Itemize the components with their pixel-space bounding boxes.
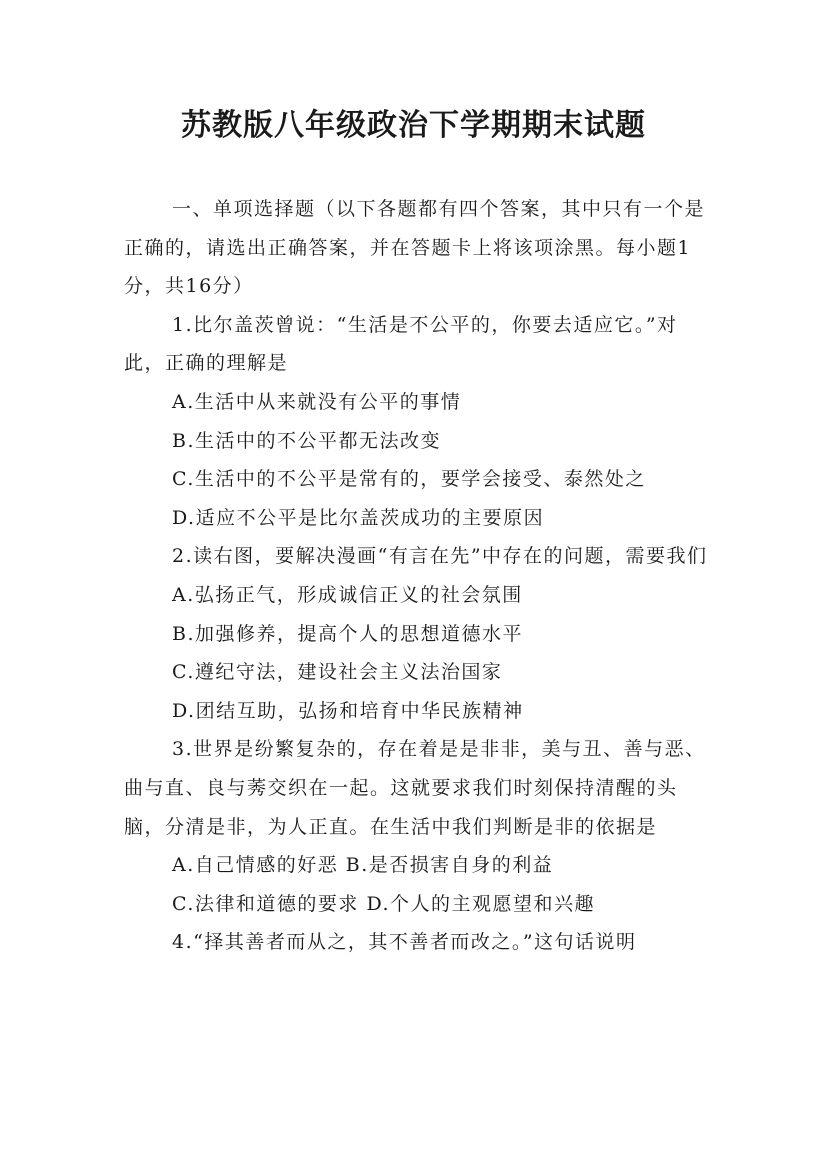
section-instructions: 一、单项选择题（以下各题都有四个答案，其中只有一个是正确的，请选出正确答案，并在答题卡上将该项涂黑。每小题1分，共16分） [124, 198, 706, 298]
question-stem: 2.读右图，要解决漫画“有言在先”中存在的问题，需要我们 [172, 545, 708, 568]
answer-option: A.生活中从来就没有公平的事情 [172, 390, 462, 413]
answer-option: A.弘扬正气，形成诚信正义的社会氛围 [172, 583, 523, 606]
question-stem: 3.世界是纷繁复杂的，存在着是是非非，美与丑、善与恶、曲与直、良与莠交织在一起。这就要求我们时刻保持清醒的头脑，分清是非，为人正直。在生活中我们判断是非的依据是 [124, 738, 706, 838]
answer-option: C.遵纪守法，建设社会主义法治国家 [172, 661, 503, 684]
document-body [124, 190, 709, 962]
answer-option: C.生活中的不公平是常有的，要学会接受、泰然处之 [172, 468, 646, 491]
question-stem: 4.“择其善者而从之，其不善者而改之。”这句话说明 [172, 931, 637, 954]
answer-option: C.法律和道德的要求 D.个人的主观愿望和兴趣 [172, 892, 596, 915]
answer-option: A.自己情感的好恶 B.是否损害自身的利益 [172, 854, 554, 877]
answer-option: D.适应不公平是比尔盖茨成功的主要原因 [172, 506, 545, 529]
document-title: 苏教版八年级政治下学期期末试题 [181, 108, 646, 143]
answer-option: D.团结互助，弘扬和培育中华民族精神 [172, 699, 524, 722]
answer-option: B.生活中的不公平都无法改变 [172, 429, 442, 452]
question-stem: 1.比尔盖茨曾说：“生活是不公平的，你要去适应它。”对此，正确的理解是 [124, 313, 678, 375]
answer-option: B.加强修养，提高个人的思想道德水平 [172, 622, 524, 645]
